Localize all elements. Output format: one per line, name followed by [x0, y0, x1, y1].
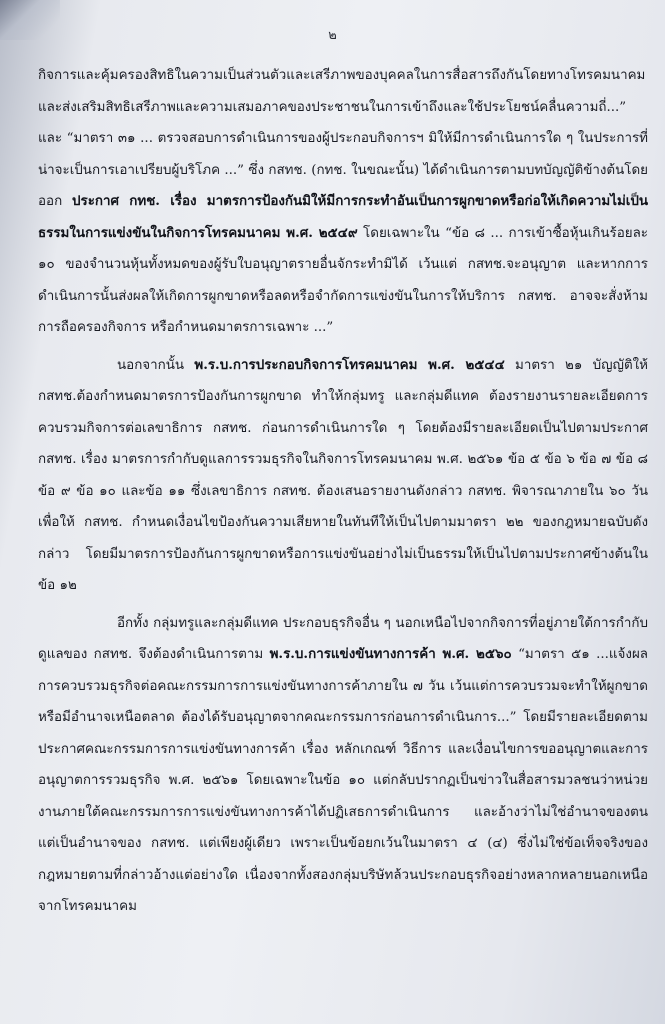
paragraph-2: [38, 350, 648, 602]
document-body: [38, 60, 648, 923]
page-number: ๒: [328, 28, 337, 43]
paragraph-1: [38, 60, 648, 344]
paragraph-1-bold-regulation: ประกาศ กทช. เรื่อง มาตรการป้องกันมิให้มีการกระทำอันเป็นการผูกขาดหรือก่อให้เกิดความไม่เป็นธรรมในการแข่งขันในกิจการโทรคมนาคม พ.ศ. ๒๕๔๙: [38, 193, 648, 241]
paragraph-1-text-a: กิจการและคุ้มครองสิทธิในความเป็นส่วนตัวและเสรีภาพของบุคคลในการสื่อสารถึงกันโดยทางโทรคมนาคมและส่งเสริมสิทธิเสรีภาพและความเสมอภาคของประชาชนในการเข้าถึงและใช้ประโยชน์คลื่นความถี่...” และ “มาตรา ๓๑ ... ตรวจสอบการดำเนินการของผู้ประกอบกิจการฯ มิให้มีการดำเนินการใด ๆ ในประการที่น่าจะเป็นการเอาเปรียบผู้บริโภค ...” ซึ่ง กสทช. (กทช. ในขณะนั้น) ได้ดำเนินการตามบทบัญญัติข้างต้นโดยออก: [38, 68, 648, 209]
paragraph-2-text-b: มาตรา ๒๑ บัญญัติให้ กสทช.ต้องกำหนดมาตรการป้องกันการผูกขาด ทำให้กลุ่มทรู และกลุ่มดีแทค ต้องรายงานรายละเอียดการควบรวมกิจการต่อเลขาธิการ กสทช. ก่อนการดำเนินการใด ๆ โดยต้องมีรายละเอียดเป็นไปตามประกาศ กสทช. เรื่อง มาตรการกำกับดูแลการรวมธุรกิจในกิจการโทรคมนาคม พ.ศ. ๒๕๖๑ ข้อ ๕ ข้อ ๖ ข้อ ๗ ข้อ ๘ ข้อ ๙ ข้อ ๑๐ และข้อ ๑๑ ซึ่งเลขาธิการ กสทช. ต้องเสนอรายงานดังกล่าว กสทช. พิจารณาภายใน ๖๐ วัน เพื่อให้ กสทช. กำหนดเงื่อนไขป้องกันความเสียหายในทันทีให้เป็นไปตามมาตรา ๒๒ ของกฎหมายฉบับดังกล่าว โดยมีมาตรการป้องกันการผูกขาดหรือการแข่งขันอย่างไม่เป็นธรรมให้เป็นไปตามประกาศข้างต้นในข้อ ๑๒: [38, 357, 649, 593]
paragraph-3-bold-act: พ.ร.บ.การแข่งขันทางการค้า พ.ศ. ๒๕๖๐: [269, 646, 512, 662]
paragraph-3-text-b: “มาตรา ๕๑ ...แจ้งผลการควบรวมธุรกิจต่อคณะกรรมการการแข่งขันทางการค้าภายใน ๗ วัน เว้นแต่การควบรวมจะทำให้ผูกขาดหรือมีอำนาจเหนือตลาด ต้องได้รับอนุญาตจากคณะกรรมการก่อนการดำเนินการ...” โดยมีรายละเอียดตามประกาศคณะกรรมการการแข่งขันทางการค้า เรื่อง หลักเกณฑ์ วิธีการ และเงื่อนไขการขออนุญาตและการอนุญาตการรวมธุรกิจ พ.ศ. ๒๕๖๑ โดยเฉพาะในข้อ ๑๐ แต่กลับปรากฏเป็นข่าวในสื่อสารมวลชนว่าหน่วยงานภายใต้คณะกรรมการการแข่งขันทางการค้าได้ปฏิเสธการดำเนินการ และอ้างว่าไม่ใช่อำนาจของตน แต่เป็นอำนาจของ กสทช. แต่เพียงผู้เดียว เพราะเป็นข้อยกเว้นในมาตรา ๔ (๔) ซึ่งไม่ใช่ข้อเท็จจริงของกฎหมายตามที่กล่าวอ้างแต่อย่างใด เนื่องจากทั้งสองกลุ่มบริษัทล้วนประกอบธุรกิจอย่างหลากหลายนอกเหนือจากโทรคมนาคม: [38, 647, 648, 914]
paragraph-3: [38, 608, 648, 923]
paragraph-3-text-a: อีกทั้ง กลุ่มทรูและกลุ่มดีแทค ประกอบธุรกิจอื่น ๆ นอกเหนือไปจากกิจการที่อยู่ภายใต้การกำกับดูแลของ กสทช. จึงต้องดำเนินการตาม: [38, 615, 648, 662]
paragraph-2-bold-act: พ.ร.บ.การประกอบกิจการโทรคมนาคม พ.ศ. ๒๕๔๔: [194, 356, 505, 373]
paragraph-1-text-b: โดยเฉพาะใน “ข้อ ๘ ... การเข้าซื้อหุ้นเกินร้อยละ ๑๐ ของจำนวนหุ้นทั้งหมดของผู้รับใบอนุญาตรายอื่นจักระทำมิได้ เว้นแต่ กสทช.จะอนุญาต และหากการดำเนินการนั้นส่งผลให้เกิดการผูกขาดหรือลดหรือจำกัดการแข่งขันในการให้บริการ กสทช. อาจจะสั่งห้ามการถือครองกิจการ หรือกำหนดมาตรการเฉพาะ ...”: [38, 225, 648, 335]
paragraph-2-text-a: นอกจากนั้น: [117, 357, 195, 373]
